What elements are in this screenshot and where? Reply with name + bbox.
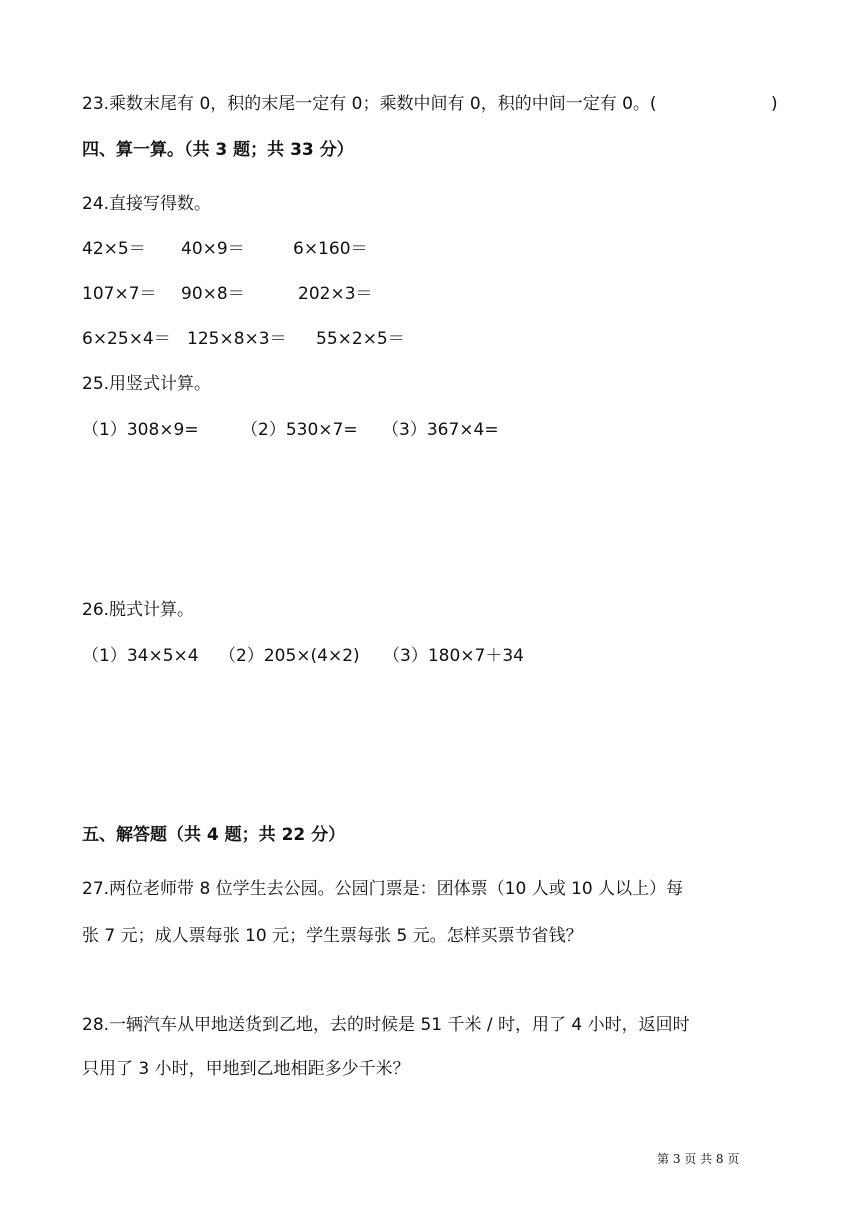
calc-item: 202×3＝ (298, 284, 373, 304)
stepwise-calc-item: （3）180×7＋34 (383, 646, 524, 666)
calc-item: 6×160＝ (293, 239, 368, 259)
section-5-heading: 五、解答题（共 4 题；共 22 分） (82, 825, 346, 845)
question-23-text: 23.乘数末尾有 0，积的末尾一定有 0；乘数中间有 0，积的中间一定有 0。( (82, 94, 657, 114)
question-23 (82, 93, 657, 115)
stepwise-calc-item: （2）205×(4×2) (219, 646, 360, 666)
calc-item: 90×8＝ (181, 284, 245, 304)
answer-paren-close: ) (771, 94, 778, 114)
vertical-calc-item: （2）530×7= (241, 420, 358, 440)
vertical-calc-item: （3）367×4= (382, 420, 499, 440)
vertical-calc-item: （1）308×9= (82, 420, 199, 440)
page-number: 第 3 页 共 8 页 (657, 1152, 740, 1166)
question-27-line-1: 27.两位老师带 8 位学生去公园。公园门票是：团体票（10 人或 10 人以上）每 (82, 879, 684, 899)
question-28-line-2: 只用了 3 小时，甲地到乙地相距多少千米？ (82, 1059, 410, 1079)
question-27-line-2: 张 7 元；成人票每张 10 元；学生票每张 5 元。怎样买票节省钱？ (82, 926, 583, 946)
section-4-heading: 四、算一算。（共 3 题；共 33 分） (82, 140, 354, 160)
calc-item: 125×8×3＝ (187, 329, 287, 349)
calc-item: 40×9＝ (181, 239, 245, 259)
calc-item: 55×2×5＝ (316, 329, 405, 349)
calc-item: 107×7＝ (82, 284, 157, 304)
question-25-title: 25.用竖式计算。 (82, 374, 212, 394)
question-28-line-1: 28.一辆汽车从甲地送货到乙地，去的时候是 51 千米 / 时，用了 4 小时，返回时 (82, 1015, 690, 1035)
question-24-title: 24.直接写得数。 (82, 194, 212, 214)
question-26-title: 26.脱式计算。 (82, 600, 195, 620)
calc-item: 42×5＝ (82, 239, 146, 259)
stepwise-calc-item: （1）34×5×4 (82, 646, 199, 666)
calc-item: 6×25×4＝ (82, 329, 171, 349)
